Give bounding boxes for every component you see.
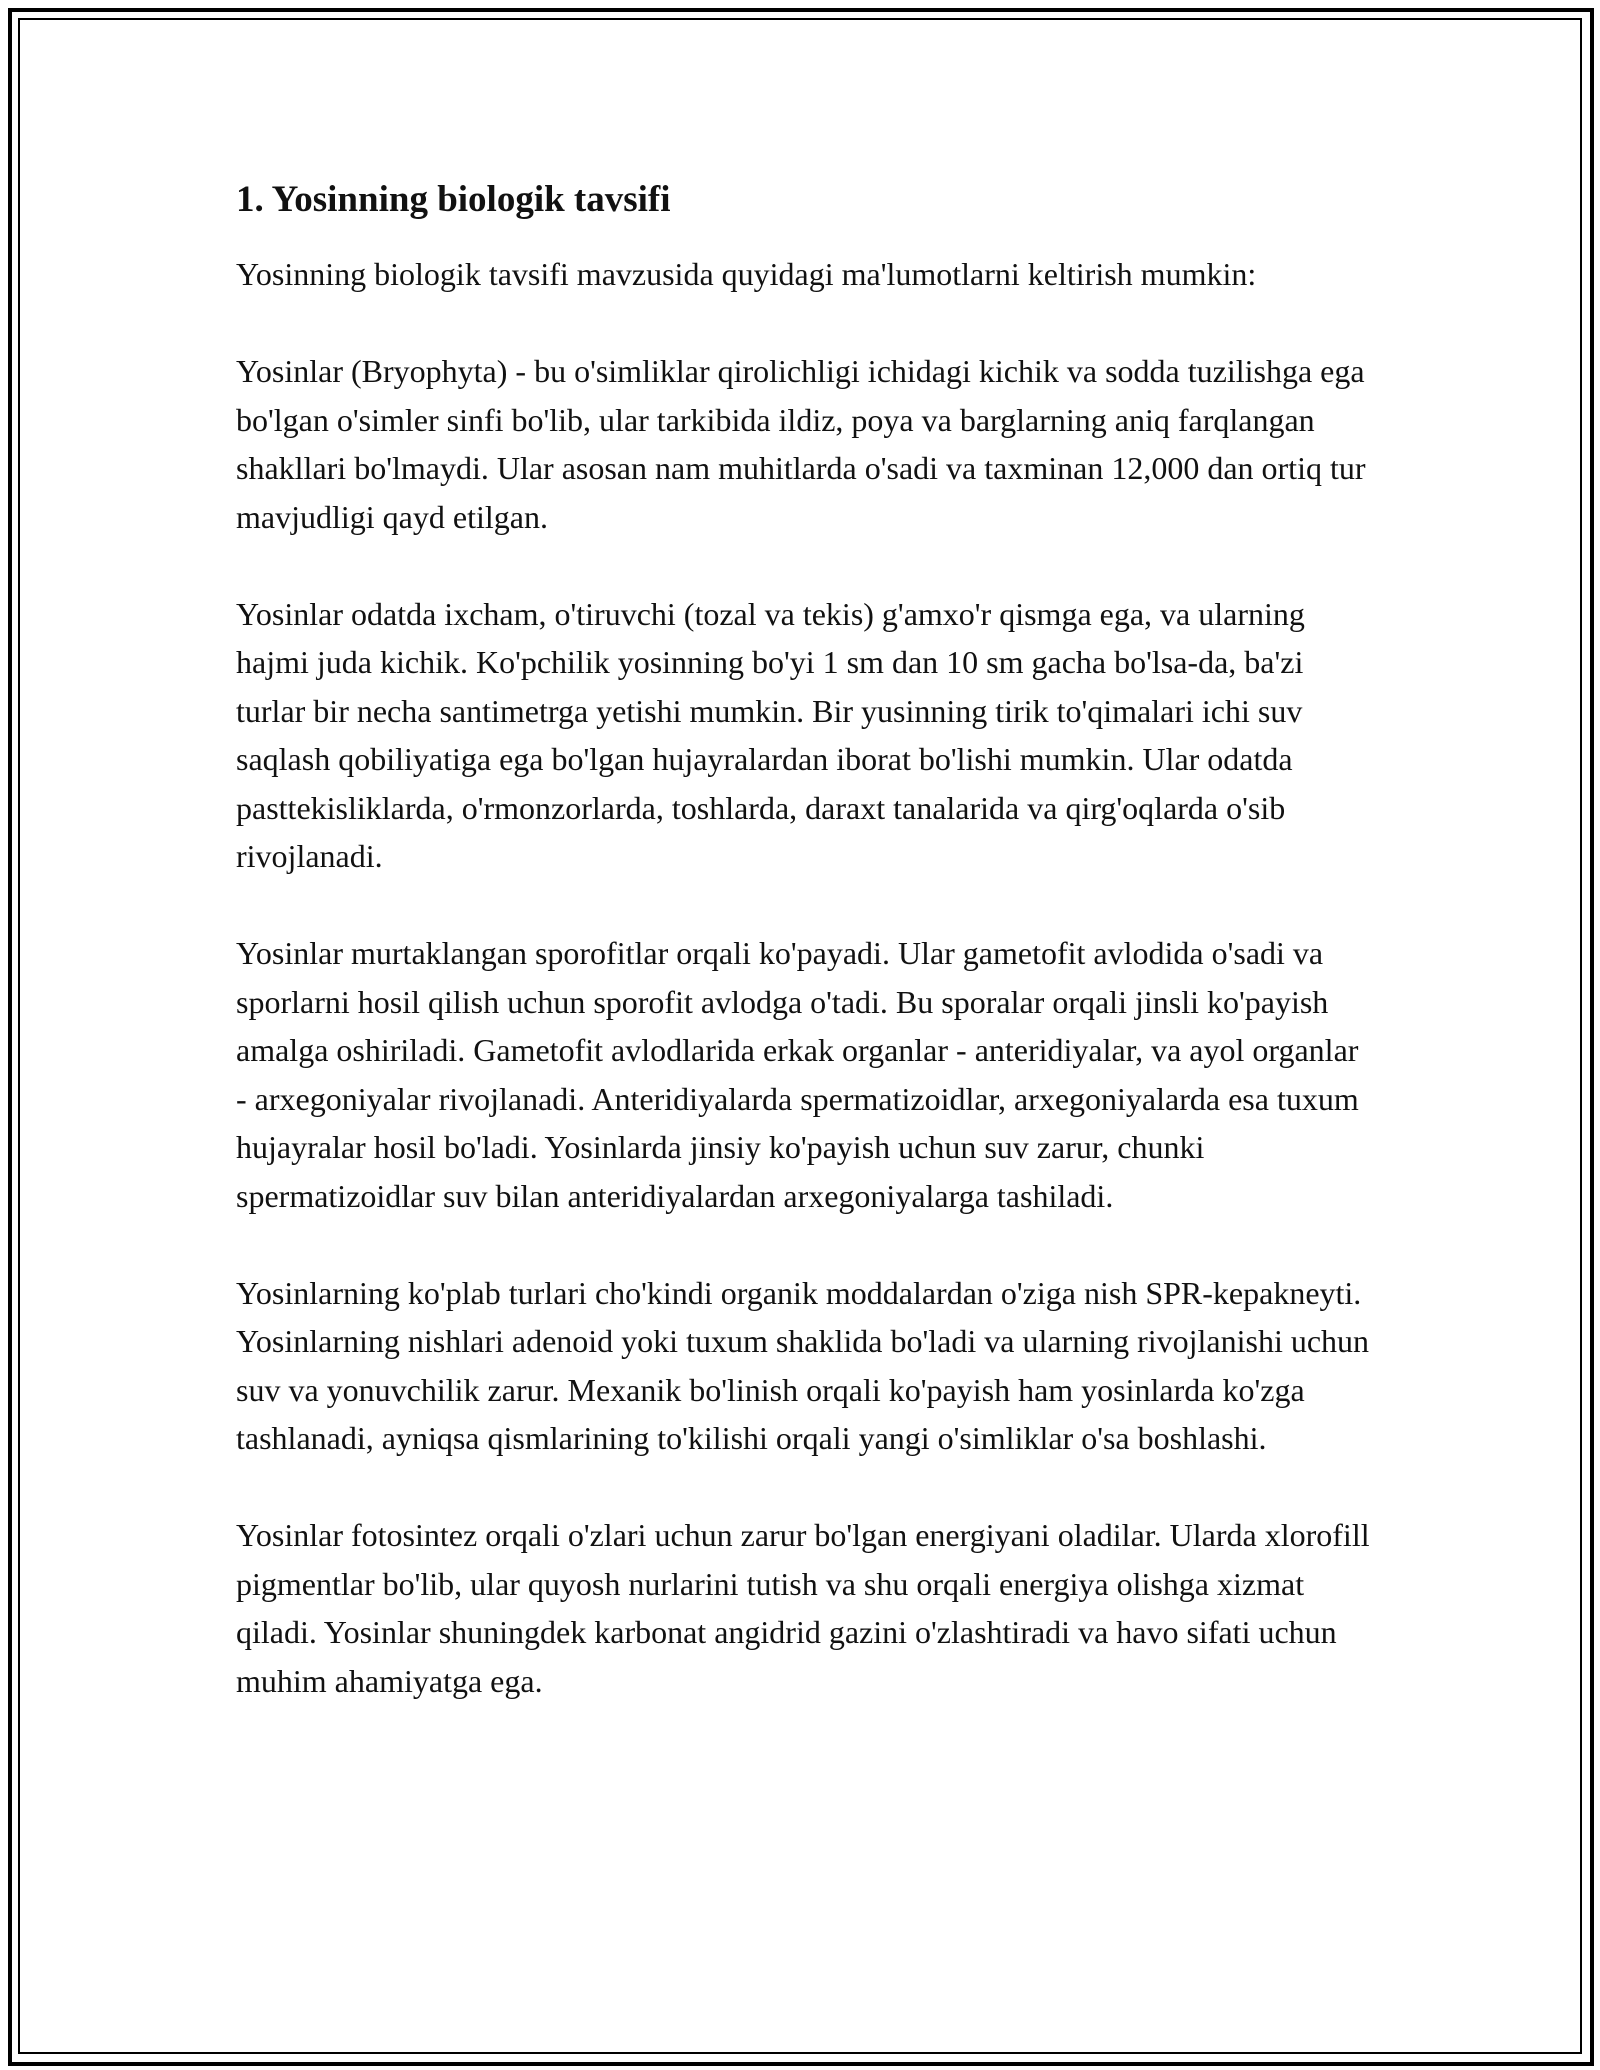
paragraph-intro: Yosinning biologik tavsifi mavzusida quyidagi ma'lumotlarni keltirish mumkin: xyxy=(236,256,1257,293)
paragraph-definition: Yosinlar (Bryophyta) - bu o'simliklar qirolichligi ichidagi kichik va sodda tuzilishga ega bo'lgan o'simler sinfi bo'lib, ular tarkibida ildiz, poya va barglarning aniq farqlangan shakllari bo'lmaydi. Ular asosan nam muhitlarda o'sadi va taxminan 12,000 dan ortiq tur mavjudligi qayd etilgan. xyxy=(236,353,1366,535)
document-body xyxy=(236,178,1376,1754)
paragraph-vegetative: Yosinlarning ko'plab turlari cho'kindi organik moddalardan o'ziga nish SPR-kepakneyti. Yosinlarning nishlari adenoid yoki tuxum shaklida bo'ladi va ularning rivojlanishi uchun suv va yonuvchilik zarur. Mexanik bo'linish orqali ko'payish ham yosinlarda ko'zga tashlanadi, ayniqsa qismlarining to'kilishi orqali yangi o'simliklar o'sa boshlashi. xyxy=(236,1274,1370,1457)
section-heading: 1. Yosinning biologik tavsifi xyxy=(236,179,671,220)
paragraph-morphology: Yosinlar odatda ixcham, o'tiruvchi (tozal va tekis) g'amxo'r qismga ega, va ularning hajmi juda kichik. Ko'pchilik yosinning bo'yi 1 sm dan 10 sm gacha bo'lsa-da, ba'zi turlar bir necha santimetrga yetishi mumkin. Bir yusinning tirik to'qimalari ichi suv saqlash qobiliyatiga ega bo'lgan hujayralardan iborat bo'lishi mumkin. Ular odatda pasttekisliklarda, o'rmonzorlarda, toshlarda, daraxt tanalarida va qirg'oqlarda o'sib rivojlanadi. xyxy=(236,595,1305,875)
paragraph-photosynthesis: Yosinlar fotosintez orqali o'zlari uchun zarur bo'lgan energiyani oladilar. Ularda xlorofill pigmentlar bo'lib, ular quyosh nurlarini tutish va shu orqali energiya olishga xizmat qiladi. Yosinlar shuningdek karbonat angidrid gazini o'zlashtiradi va havo sifati uchun muhim ahamiyatga ega. xyxy=(236,1517,1370,1699)
paragraph-reproduction: Yosinlar murtaklangan sporofitlar orqali ko'payadi. Ular gametofit avlodida o'sadi va sporlarni hosil qilish uchun sporofit avlodga o'tadi. Bu sporalar orqali jinsli ko'payish amalga oshiriladi. Gametofit avlodlarida erkak organlar - anteridiyalar, va ayol organlar - arxegoniyalar rivojlanadi. Anteridiyalarda spermatizoidlar, arxegoniyalarda esa tuxum hujayralar hosil bo'ladi. Yosinlarda jinsiy ko'payish uchun suv zarur, chunki spermatizoidlar suv bilan anteridiyalardan arxegoniyalarga tashiladi. xyxy=(236,935,1359,1214)
